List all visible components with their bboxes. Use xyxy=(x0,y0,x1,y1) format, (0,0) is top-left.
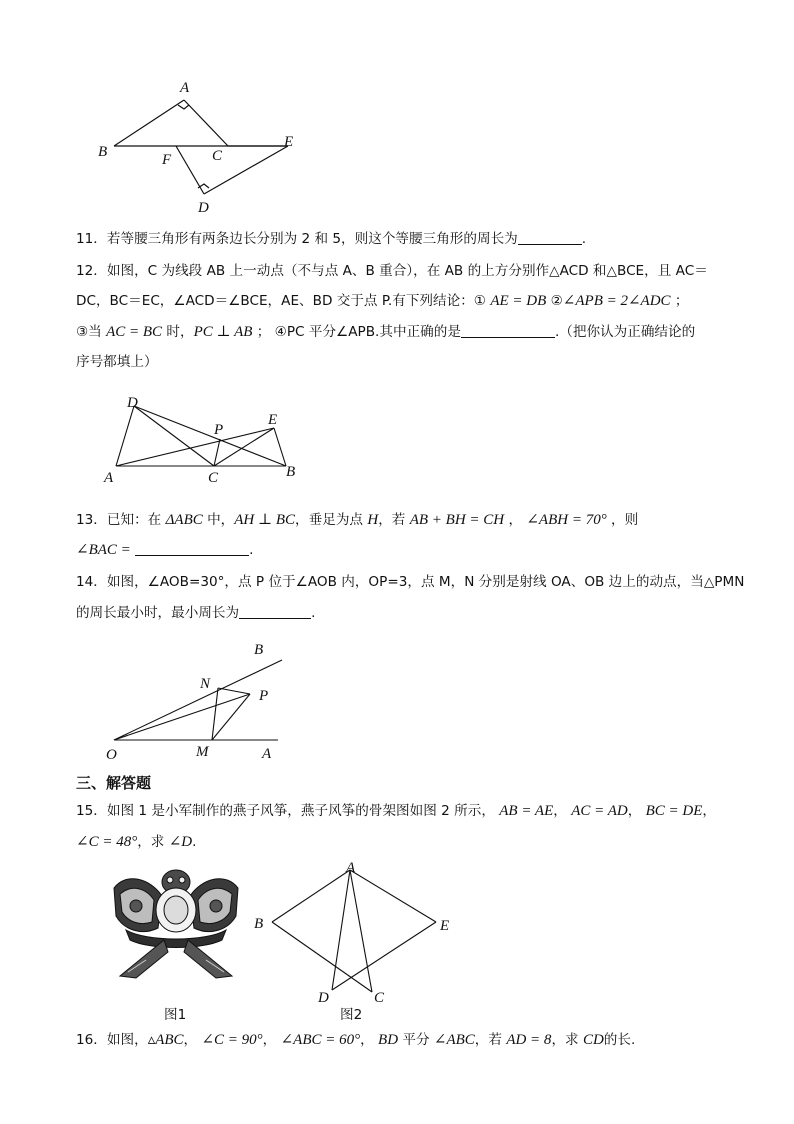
figure-q10 xyxy=(90,78,310,218)
conclusion-2: ∠APB = 2∠ADC xyxy=(562,293,671,309)
label-p: P xyxy=(259,688,269,704)
question-15-line2: ∠C = 48°，求 ∠D. xyxy=(76,834,197,850)
segment-ae xyxy=(116,428,274,466)
segment-ba xyxy=(114,100,184,146)
label-f: F xyxy=(162,152,172,168)
figure-q14 xyxy=(100,638,300,766)
segment-ac xyxy=(350,870,372,992)
conclusion-3-condition: AC = BC xyxy=(106,324,163,340)
q14-answer-blank[interactable] xyxy=(239,604,311,619)
label-d: D xyxy=(198,200,209,216)
segment-ad xyxy=(332,870,350,990)
caption-figure-1: 图1 xyxy=(164,1007,187,1023)
segment-np xyxy=(218,688,250,694)
conclusion-3-result: PC ⊥ AB xyxy=(193,324,253,340)
segment-ad xyxy=(116,406,134,466)
segment-ed xyxy=(332,922,436,990)
label-b: B xyxy=(286,464,296,480)
label-d: D xyxy=(127,395,138,411)
label-b: B xyxy=(254,916,264,932)
label-c: C xyxy=(212,148,223,164)
segment-pc xyxy=(214,439,220,466)
segment-ab xyxy=(272,870,350,922)
label-e: E xyxy=(284,134,294,150)
question-12-line3: ③当 AC = BC 时，PC ⊥ AB ； ④PC 平分∠APB.其中正确的是 .（把你认为正确结论的 xyxy=(76,324,696,340)
q13-answer-blank[interactable] xyxy=(135,541,249,556)
label-n: N xyxy=(200,676,211,692)
segment-op xyxy=(114,694,250,740)
segment-ac xyxy=(184,100,228,146)
label-a: A xyxy=(262,746,272,762)
question-16: 16．如图，▵ABC， ∠C = 90°， ∠ABC = 60°， BD 平分 ∠ABC，若 AD = 8，求 CD的长. xyxy=(76,1032,636,1048)
label-c: C xyxy=(208,470,219,486)
label-e: E xyxy=(268,412,278,428)
figure-q12 xyxy=(96,390,316,490)
conclusion-1: AE = DB xyxy=(490,293,547,309)
figure-q15 xyxy=(248,856,458,1008)
segment-nm xyxy=(212,688,218,740)
q11-answer-blank[interactable] xyxy=(518,230,582,245)
segment-eb xyxy=(274,428,286,466)
label-p: P xyxy=(214,422,224,438)
q12-answer-blank[interactable] xyxy=(461,323,555,338)
label-c: C xyxy=(374,990,385,1006)
question-15-line1: 15．如图 1 是小军制作的燕子风筝，燕子风筝的骨架图如图 2 所示， AB = AE， AC = AD， BC = DE， xyxy=(76,803,717,819)
question-12-line4: 序号都填上） xyxy=(76,354,158,370)
label-o: O xyxy=(106,747,117,763)
question-14-line2: 的周长最小时，最小周长为 . xyxy=(76,605,316,621)
segment-bc xyxy=(272,922,372,992)
question-13-line1: 13．已知：在 ΔABC 中，AH ⊥ BC，垂足为点 H，若 AB + BH = CH ， ∠ABH = 70° ，则 xyxy=(76,512,639,528)
q11-text: 11．若等腰三角形有两条边长分别为 2 和 5，则这个等腰三角形的周长为 xyxy=(76,231,518,247)
question-13-line2: ∠BAC = . xyxy=(76,542,254,558)
kite-illustration xyxy=(106,866,246,984)
label-b: B xyxy=(98,144,108,160)
label-b: B xyxy=(254,642,264,658)
question-12-line2: DC，BC＝EC，∠ACD＝∠BCE，AE、BD 交于点 P.有下列结论：① AE = DB ②∠APB = 2∠ADC ； xyxy=(76,293,689,309)
question-11: 11．若等腰三角形有两条边长分别为 2 和 5，则这个等腰三角形的周长为 . xyxy=(76,231,587,247)
segment-db xyxy=(134,406,286,466)
label-e: E xyxy=(440,918,450,934)
label-m: M xyxy=(196,744,209,760)
question-14-line1: 14．如图，∠AOB=30°，点 P 位于∠AOB 内，OP=3，点 M，N 分别是射线 OA、OB 边上的动点，当△PMN xyxy=(76,574,745,590)
label-a: A xyxy=(346,860,356,876)
ray-ob xyxy=(114,660,282,740)
segment-ae xyxy=(350,870,436,922)
label-d: D xyxy=(318,990,329,1006)
right-angle-mark-a xyxy=(178,105,189,109)
label-a: A xyxy=(104,470,114,486)
segment-dc xyxy=(134,406,214,466)
label-a: A xyxy=(180,80,190,96)
section-3-title: 三、解答题 xyxy=(76,774,152,792)
question-12-line1: 12．如图，C 为线段 AB 上一动点（不与点 A、B 重合），在 AB 的上方分别作△ACD 和△BCE，且 AC＝ xyxy=(76,263,708,279)
caption-figure-2: 图2 xyxy=(340,1007,363,1023)
